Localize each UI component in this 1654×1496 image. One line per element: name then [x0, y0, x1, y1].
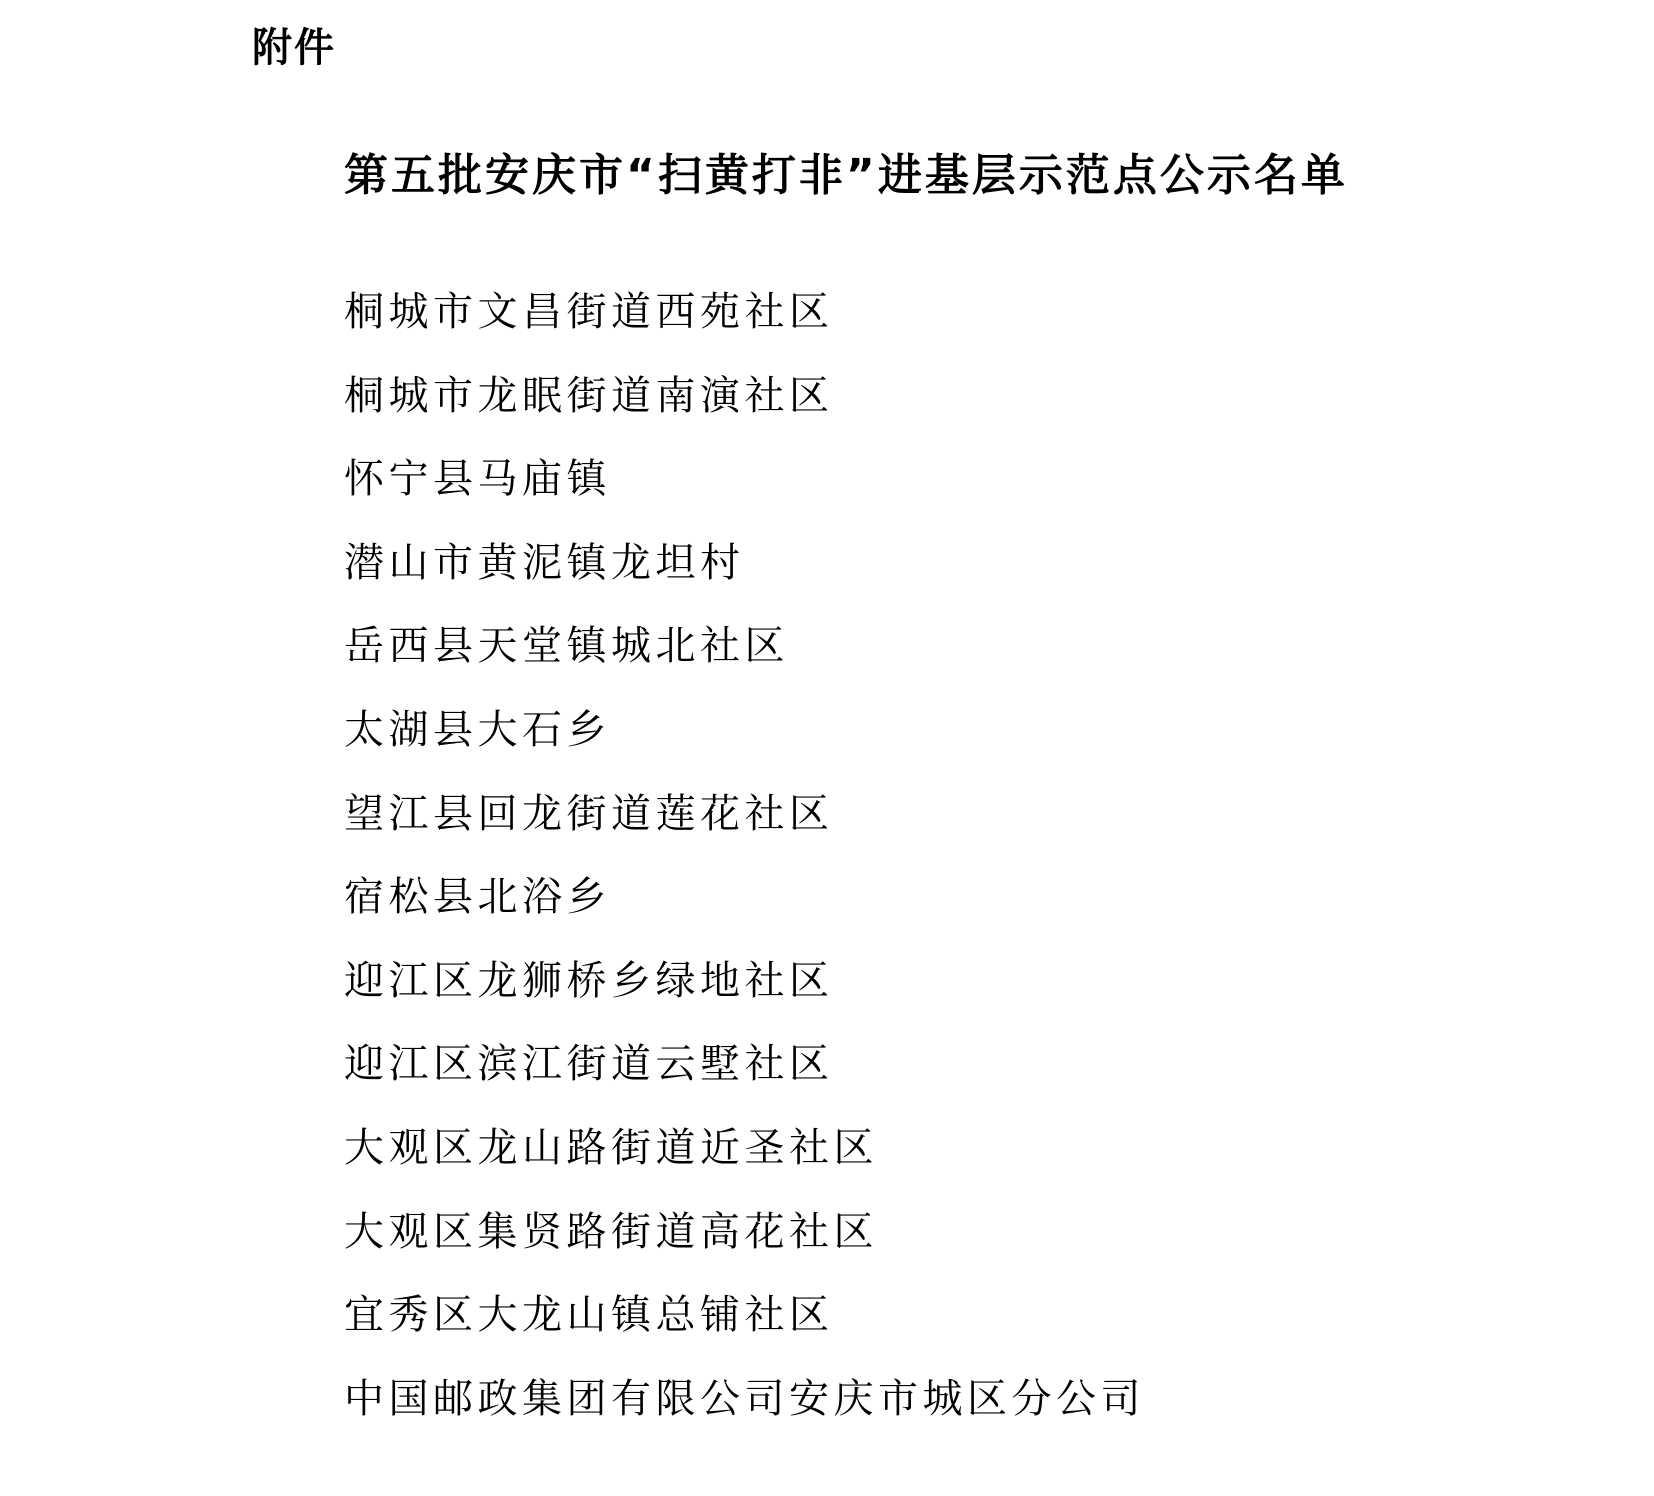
list-item: 大观区龙山路街道近圣社区 — [344, 1124, 878, 1171]
list-item: 潜山市黄泥镇龙坦村 — [344, 539, 745, 586]
list-item: 大观区集贤路街道高花社区 — [344, 1208, 878, 1255]
list-item: 宿松县北浴乡 — [344, 874, 611, 921]
list-item: 岳西县天堂镇城北社区 — [344, 623, 789, 670]
list-item: 迎江区龙狮桥乡绿地社区 — [344, 957, 834, 1004]
list-item: 桐城市文昌街道西苑社区 — [344, 289, 834, 335]
list-item: 宜秀区大龙山镇总铺社区 — [344, 1292, 834, 1339]
entry-list — [344, 284, 1145, 1454]
list-item: 中国邮政集团有限公司安庆市城区分公司 — [344, 1375, 1145, 1422]
list-item: 太湖县大石乡 — [344, 706, 611, 753]
list-item: 怀宁县马庙镇 — [344, 456, 611, 503]
document-title: 第五批安庆市“扫黄打非”进基层示范点公示名单 — [344, 150, 1348, 201]
list-item: 望江县回龙街道莲花社区 — [344, 790, 834, 837]
list-item: 迎江区滨江街道云墅社区 — [344, 1041, 834, 1088]
list-item: 桐城市龙眠街道南演社区 — [344, 372, 834, 419]
attachment-label: 附件 — [252, 25, 336, 71]
